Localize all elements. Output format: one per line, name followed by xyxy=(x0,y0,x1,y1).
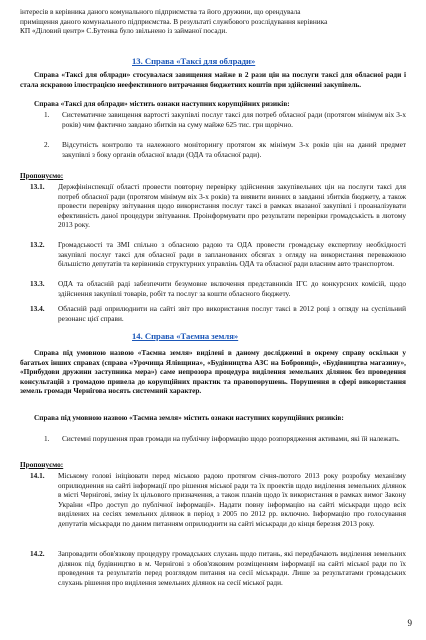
section-13-sign-1: 1. Систематичне завищення вартості закупівлі послуг таксі для потреб обласної ради (протягом мінімум віх 3-х років) чим фактично завдано збитків на суму майже 625 тис. грн щорічно. xyxy=(44,110,406,129)
intro-paragraph: інтересів в керівника даного комунального підприємства та його дружини, що орендувала приміщення даного комунального підприємства. В результаті службового розслідування керівника КП «Діловий центр» С.Бутенка було звільнено із займаної посади. xyxy=(20,7,328,36)
section-13-title: 13. Справа «Таксі для облради» xyxy=(132,56,256,66)
section-14-signs-lead: Справа під умовною назвою «Таємна земля» містить ознаки наступних корупційних ризиків: xyxy=(34,413,344,422)
section-13-intro: Справа «Таксі для облради» стосувалася завищення майже в 2 рази цін на послуги таксі для обласної ради і стала яскравою ілюстрацією неефективного витрачання бюджетних коштів при здійсненні закупівель. xyxy=(20,70,406,89)
section-14-intro: Справа під умовною назвою «Таємна земля» виділені в даному дослідженні в окрему справу оскільки у багатьох інших справах (справа «Урочища Ялівщина», «Будівництва АЗС на Бобровиці», «Будівництва магазину», «Прибудови дружини заступника мера») саме непрозора процедура виділення земельних ділянок без проведення консультацій з громадою привела до корупційних практик та правопорушень. Порушення в сфері використання земель громади Чернігова носять системний характер. xyxy=(20,348,406,396)
section-13-proposed-label: Пропонуємо: xyxy=(20,171,64,180)
proposal-13-1: 13.1. Держфінінспекції області провести повторну перевірку здійснення закупівельних цін на послуги таксі для потреб обласної ради (протягом мінімум віх 3-х років) та виявити винних в завданні збитків бюджету, а також провести перевірку звітування щодо використання послуг таксі в рамках вказаної закупівлі і проаналізувати ефективність даної процедури звітування. Проінформувати про результати перевірки громадськість в лютому 2013 року. xyxy=(30,182,406,230)
proposal-13-4: 13.4. Обласній раді оприлюднити на сайті звіт про використання послуг таксі в 2012 році з огляду на суспільний резонанс цієї справи. xyxy=(30,304,406,323)
page-number: 9 xyxy=(407,618,412,628)
section-13-signs-lead: Справа «Таксі для облради» містить ознаки наступних корупційних ризиків: xyxy=(34,99,290,108)
proposal-13-3: 13.3. ОДА та обласній раді забезпечити безумовне включення представників ІГС до конкурсних комісій, щодо здійснення закупівлі товарів, робіт та послуг за кошти обласного бюджету. xyxy=(30,279,406,298)
proposal-14-2: 14.2. Запровадити обов'язкову процедуру громадських слухань щодо питань, які передбачають виділення земельних ділянок під будівництво в м. Чернігові з обов'язковим розміщенням інформації на сайті міської ради по їх проведення та результатів перед розглядом питання на сесії міськради. Лише за результатами громадських слухань рішення про виділення земельних ділянок на сесії міської ради. xyxy=(30,549,406,587)
proposal-14-1: 14.1. Міському голові ініціювати перед міською радою протягом січня-лютого 2013 року розробку механізму оприлюднення на сайті інформації про рішення міської ради та їх проектів щодо виділення земельних ділянок в місті Чернігові, зміну їх цільового призначення, а також планів щодо їх використання в рамках вимог Закону України «Про доступ до публічної інформації». Надати повну інформацію на сайті міськради щодо всіх виділених на сесіях земельних ділянок в період з 2005 по 2012 рр. включно. Інформацію про голосування депутатів міськради по даним питанням оприлюднити на сайті міськради до кінця березня 2013 року. xyxy=(30,471,406,528)
section-14-title: 14. Справа «Таємна земля» xyxy=(132,331,239,341)
section-13-sign-2: 2. Відсутність контролю та належного моніторингу протягом як мінімум 3-х років цін на даний предмет закупівлі з боку органів обласної влади (ОДА та обласної ради). xyxy=(44,140,406,159)
section-14-proposed-label: Пропонуємо: xyxy=(20,460,64,469)
section-14-sign-1: 1. Системні порушення прав громади на публічну інформацію щодо розпорядження активами, які їй належать. xyxy=(44,434,400,443)
proposal-13-2: 13.2. Громадськості та ЗМІ спільно з обласною радою та ОДА провести громадську експертизу необхідності закупівлі послуг таксі для обласної ради в запланованих обсягах з огляду на використання переважною більшістю депутатів та керівників структурних управлінь ОДА та обласної ради власним авто транспортом. xyxy=(30,240,406,269)
